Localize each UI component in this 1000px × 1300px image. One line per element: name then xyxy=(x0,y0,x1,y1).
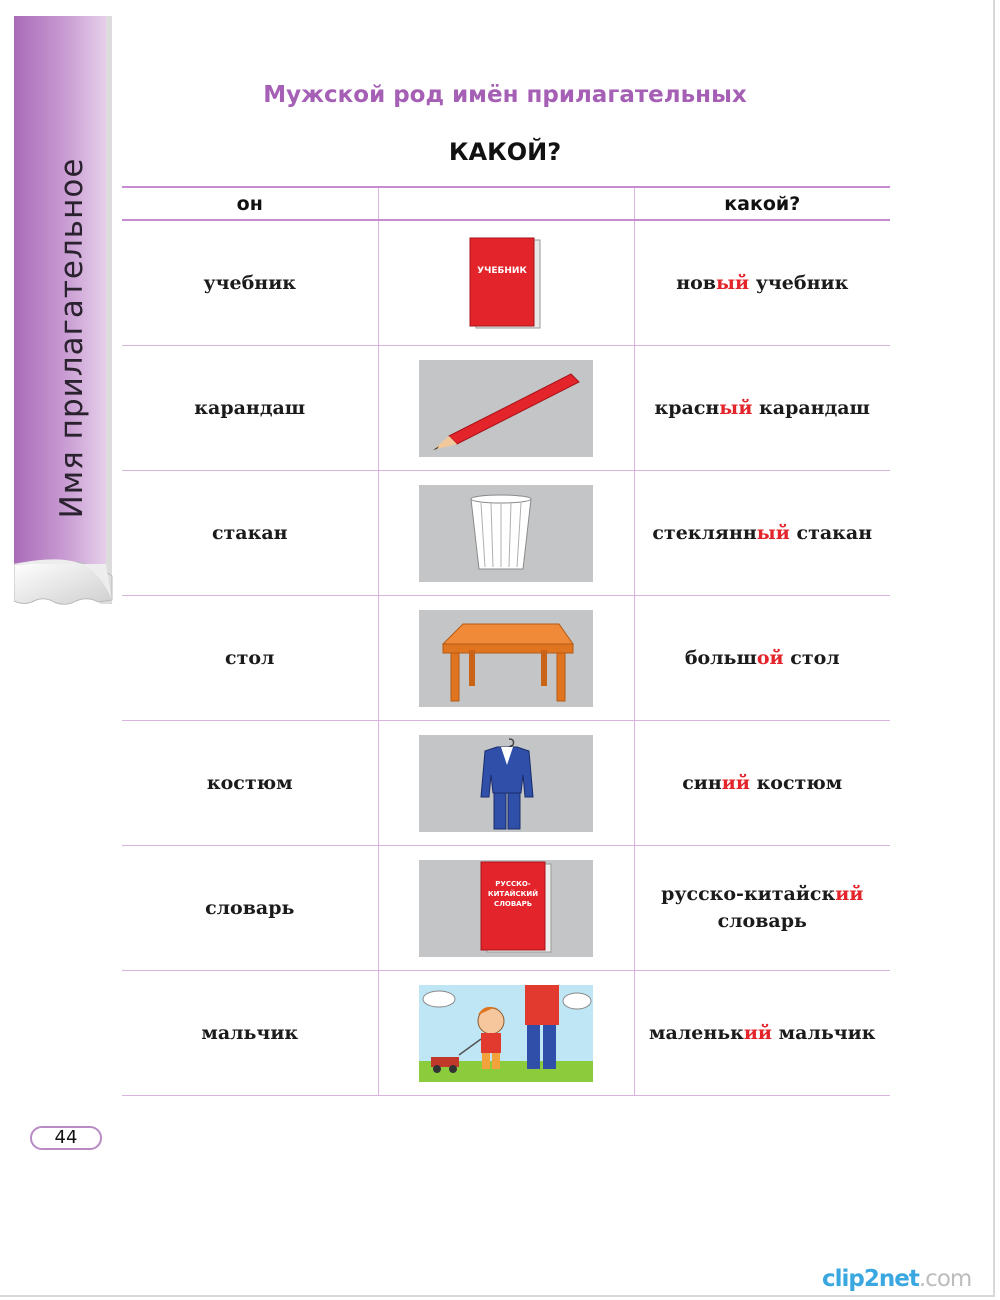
phrase-cell xyxy=(634,846,890,971)
side-tab xyxy=(14,16,114,606)
phrase-stem: красн xyxy=(654,396,720,419)
table-row xyxy=(122,220,890,346)
blue-suit-icon xyxy=(419,735,593,832)
noun-cell: учебник xyxy=(122,220,378,346)
phrase-stem: больш xyxy=(684,646,757,669)
column-header-noun: он xyxy=(122,187,378,220)
adjective-ending: ий xyxy=(743,1021,773,1044)
phrase-noun: стол xyxy=(783,646,840,669)
phrase-stem: син xyxy=(682,771,722,794)
picture-cell xyxy=(378,471,634,596)
table-row xyxy=(122,971,890,1096)
picture-cell xyxy=(378,971,634,1096)
glass-icon xyxy=(419,485,593,582)
watermark-part-4: .com xyxy=(918,1266,972,1292)
phrase-cell xyxy=(634,220,890,346)
phrase-noun: словарь xyxy=(717,910,807,932)
adjective-ending: ий xyxy=(721,771,750,794)
dictionary-label-line-2: КИТАЙСКИЙ xyxy=(487,889,539,898)
noun-adjective-table xyxy=(122,186,890,1096)
adjective-ending: ый xyxy=(715,271,750,294)
phrase-noun: карандаш xyxy=(752,396,870,419)
adjective-ending: ой xyxy=(756,646,784,669)
table-row xyxy=(122,721,890,846)
clip2net-watermark xyxy=(822,1266,971,1292)
table-icon xyxy=(419,610,593,707)
phrase-noun: костюм xyxy=(749,771,843,794)
phrase-stem: нов xyxy=(676,271,716,294)
phrase-noun: стакан xyxy=(789,521,873,544)
picture-cell xyxy=(378,846,634,971)
page-subtitle: КАКОЙ? xyxy=(448,138,562,166)
dictionary-label-line-3: СЛОВАРЬ xyxy=(493,899,533,908)
dictionary-icon xyxy=(419,860,593,957)
noun-cell: костюм xyxy=(122,721,378,846)
adjective-ending: ый xyxy=(719,396,753,419)
table-row xyxy=(122,596,890,721)
adjective-ending: ый xyxy=(756,521,790,544)
phrase-noun: учебник xyxy=(749,271,849,294)
phrase-cell xyxy=(634,471,890,596)
phrase-noun: мальчик xyxy=(772,1021,876,1044)
phrase-stem: стеклянн xyxy=(652,521,757,544)
column-header-question: какой? xyxy=(634,187,890,220)
phrase-cell xyxy=(634,971,890,1096)
dictionary-label-line-1: РУССКО- xyxy=(495,879,531,888)
noun-cell: словарь xyxy=(122,846,378,971)
watermark-part-2: 2 xyxy=(863,1266,879,1292)
side-tab-label: Имя прилагательное xyxy=(54,157,90,519)
phrase-cell xyxy=(634,346,890,471)
textbook-cover-label: УЧЕБНИК xyxy=(477,265,527,276)
noun-cell: стакан xyxy=(122,471,378,596)
phrase-stem: русско-китайск xyxy=(661,883,836,905)
noun-cell: стол xyxy=(122,596,378,721)
table-header-row xyxy=(122,187,890,220)
page-title: Мужской род имён прилагательных xyxy=(263,82,747,108)
noun-cell: мальчик xyxy=(122,971,378,1096)
phrase-cell xyxy=(634,721,890,846)
picture-cell xyxy=(378,346,634,471)
picture-cell xyxy=(378,596,634,721)
adjective-ending: ий xyxy=(835,883,864,905)
boy-with-toy-icon xyxy=(419,985,593,1082)
picture-cell xyxy=(378,721,634,846)
picture-cell xyxy=(378,220,634,346)
phrase-cell xyxy=(634,596,890,721)
table-row xyxy=(122,346,890,471)
column-header-picture xyxy=(378,187,634,220)
red-pencil-icon xyxy=(419,360,593,457)
table-row xyxy=(122,846,890,971)
watermark-part-1: clip xyxy=(822,1266,864,1292)
red-textbook-icon xyxy=(466,236,546,331)
noun-cell: карандаш xyxy=(122,346,378,471)
phrase-stem: маленьк xyxy=(649,1021,744,1044)
watermark-part-3: net xyxy=(878,1266,919,1292)
page-number: 44 xyxy=(30,1126,102,1150)
table-row xyxy=(122,471,890,596)
